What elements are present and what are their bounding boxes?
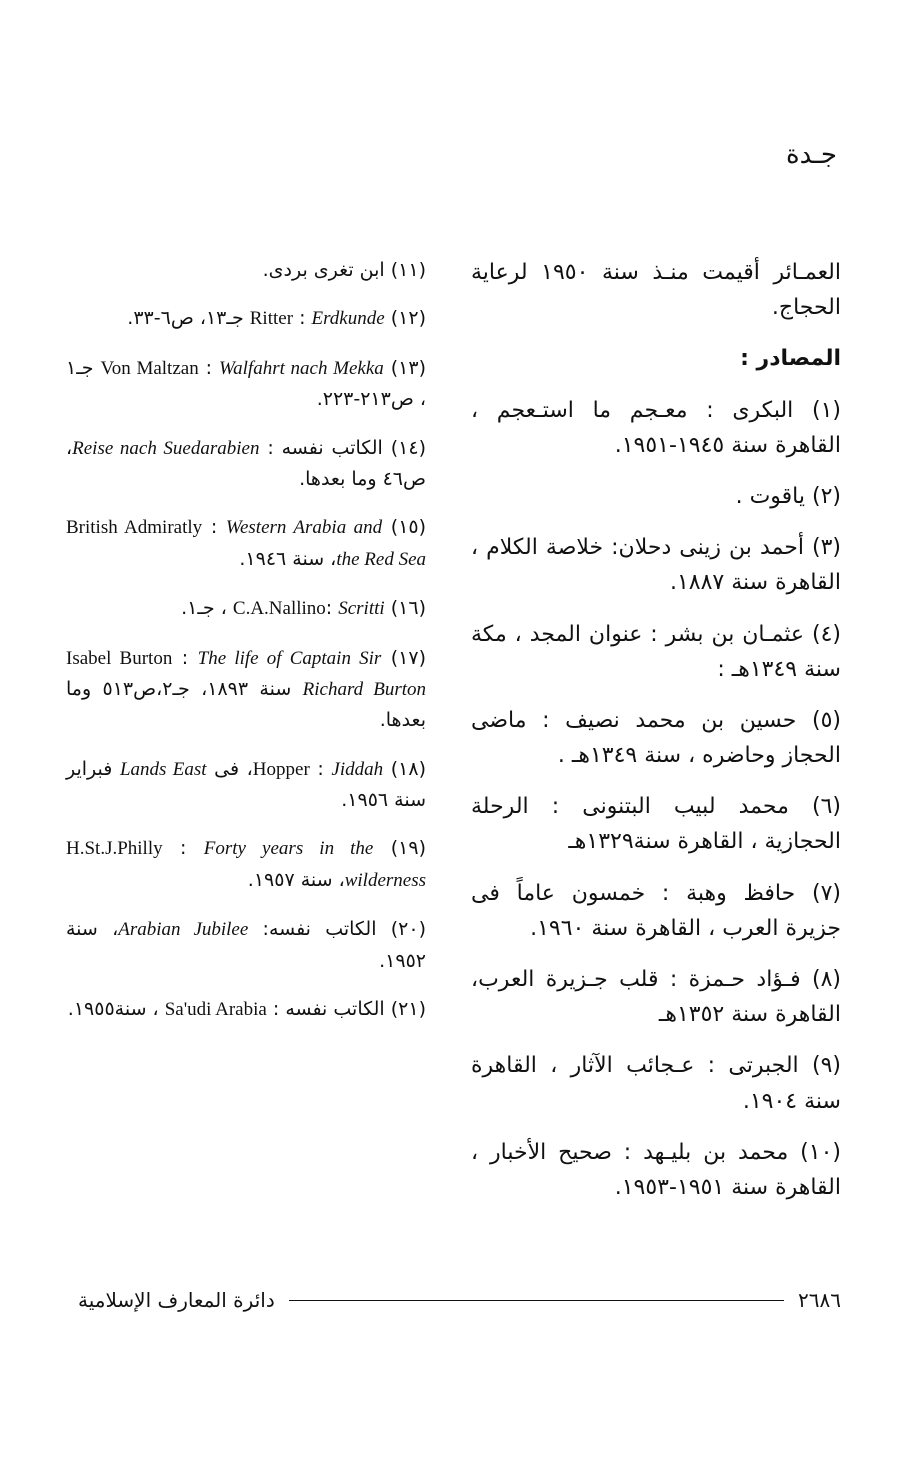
reference-author: الكاتب نفسه [285,998,385,1021]
reference-entry: (٩) الجبرتى : عـجائب الآثار ، القاهرة سنة ١٩٠٤. [471,1053,841,1114]
reference-entry: (٨) فـؤاد حـمزة : قلب جـزيرة العرب، القاهرة سنة ١٣٥٢هـ [471,967,841,1028]
reference-number: (١٥) [390,516,427,539]
reference-title: Reise nach Suedarabien [72,437,260,459]
reference-text: جـ١ ، ص٢١٣-٢٢٣. [66,356,426,411]
page-footer [78,1288,841,1312]
reference-author: Isabel Burton [66,647,173,669]
reference-title: Lands East [119,758,207,780]
reference-text: سنة ١٩٥٧. [247,868,333,891]
reference-text: سنة ١٨٩٣، جـ٢،ص٥١٣ وما بعدها. [66,677,426,732]
reference-entry: (١٠) محمد بن بليـهد : صحيح الأخبار ، القاهرة سنة ١٩٥١-١٩٥٣. [471,1139,841,1200]
reference-title: Sa'udi Arabia [164,999,267,1021]
reference-text: ابن تغرى بردى. [262,259,385,281]
reference-title: Scritti [338,598,385,620]
reference-author: Ritter [249,308,294,330]
reference-title: Arabian Jubilee [118,919,249,941]
intro-paragraph: العمـائر أقيمت منـذ سنة ١٩٥٠ لرعاية الحجاج. [471,260,841,321]
reference-entry: (١٧) Isabel Burton : The life of Captain Sir Richard Burton سنة ١٨٩٣، جـ٢،ص٥١٣ وما بعدها. [66,646,427,732]
reference-entry: (٣) أحمد بن زينى دحلان: خلاصة الكلام ، القاهرة سنة ١٨٨٧. [471,535,841,596]
reference-entry: (١٢) Ritter : Erdkunde جـ١٣، ص٦-٣٣. [127,307,426,330]
left-column [66,255,426,1043]
publication-title: دائرة المعارف الإسلامية [78,1288,275,1312]
reference-title: The life of Captain Sir Richard Burton [197,647,426,700]
reference-number: (٢١) [390,998,426,1021]
reference-text: فبراير سنة ١٩٥٦. [66,757,426,812]
reference-author: الكاتب نفسه [281,436,383,459]
reference-author: H.St.J.Philly [66,838,163,860]
reference-entry: (٢٠) الكاتب نفسه: Arabian Jubilee، سنة ١٩٥٢. [66,918,426,972]
reference-entry: (٧) حافظ وهبة : خمسون عاماً فى جزيرة العرب ، القاهرة سنة ١٩٦٠. [471,880,841,941]
reference-entry: (٢١) الكاتب نفسه : Sa'udi Arabia ، سنة١٩٥٥. [67,998,426,1021]
reference-number: (٢٠) [390,918,426,941]
reference-title: Forty years in the wilderness [203,838,426,891]
footer-rule [289,1300,784,1301]
reference-text: جـ١. [181,597,215,620]
reference-text: جـ١٣، ص٦-٣٣. [127,307,244,330]
reference-entry: (١٣) Von Maltzan : Walfahrt nach Mekka جـ١ ، ص٢١٣-٢٢٣. [66,356,427,411]
reference-author: Von Maltzan [100,357,199,379]
reference-number: (١٨) [390,757,426,780]
reference-title: Western Arabia and the Red Sea [225,517,426,570]
reference-entry: (٤) عثمـان بن بشر : عنوان المجد ، مكة سنة ١٣٤٩هـ : [471,621,841,682]
reference-entry: (١) البكرى : معـجم ما استـعجم ، القاهرة سنة ١٩٤٥-١٩٥١. [471,397,841,458]
reference-entry: (٢) ياقوت . [735,483,841,509]
reference-title: Erdkunde [311,308,385,330]
reference-entry: (١٩) H.St.J.Philly : Forty years in the wilderness، سنة ١٩٥٧. [66,837,426,891]
reference-text: سنة١٩٥٥. [67,998,147,1021]
reference-entry: (٥) حسين بن محمد نصيف : ماضى الحجاز وحاضره ، سنة ١٣٤٩هـ . [471,707,841,769]
reference-number: (١١) [390,259,426,281]
reference-author: C.A.Nallino [232,598,326,620]
reference-title: Walfahrt nach Mekka [219,357,384,379]
reference-title: Jiddah [331,758,384,780]
reference-text: ص٤٦ وما بعدها. [299,467,426,490]
page-number: ٢٦٨٦ [798,1288,841,1312]
reference-number: (١٣) [390,356,427,379]
running-header: جـدة [786,140,837,170]
right-column [471,255,841,1221]
reference-author: British Admiratly [66,517,203,539]
reference-text: سنة ١٩٤٦. [239,547,325,570]
reference-entry: (١٦) C.A.Nallino: Scritti ، جـ١. [181,597,426,620]
reference-number: (١٦) [390,597,426,620]
reference-number: (١٤) [390,436,426,459]
reference-author: الكاتب نفسه [268,918,377,941]
sources-heading: المصادر : [740,346,841,372]
reference-entry [66,255,426,285]
reference-number: (١٢) [390,307,426,330]
reference-entry: (١٨) Hopper : Jiddah، فى Lands East فبراير سنة ١٩٥٦. [66,757,426,812]
reference-entry: (١٤) الكاتب نفسه : Reise nach Suedarabien، ص٤٦ وما بعدها. [66,436,426,490]
reference-text: سنة ١٩٥٢. [66,918,426,972]
reference-number: (١٩) [390,837,426,860]
reference-entry: (١٥) British Admiratly : Western Arabia and the Red Sea، سنة ١٩٤٦. [66,516,427,570]
reference-entry: (٦) محمد لبيب البتنونى : الرحلة الحجازية ، القاهرة سنة١٣٢٩هـ [471,794,841,855]
reference-author: Hopper [252,758,310,780]
reference-number: (١٧) [390,646,427,669]
